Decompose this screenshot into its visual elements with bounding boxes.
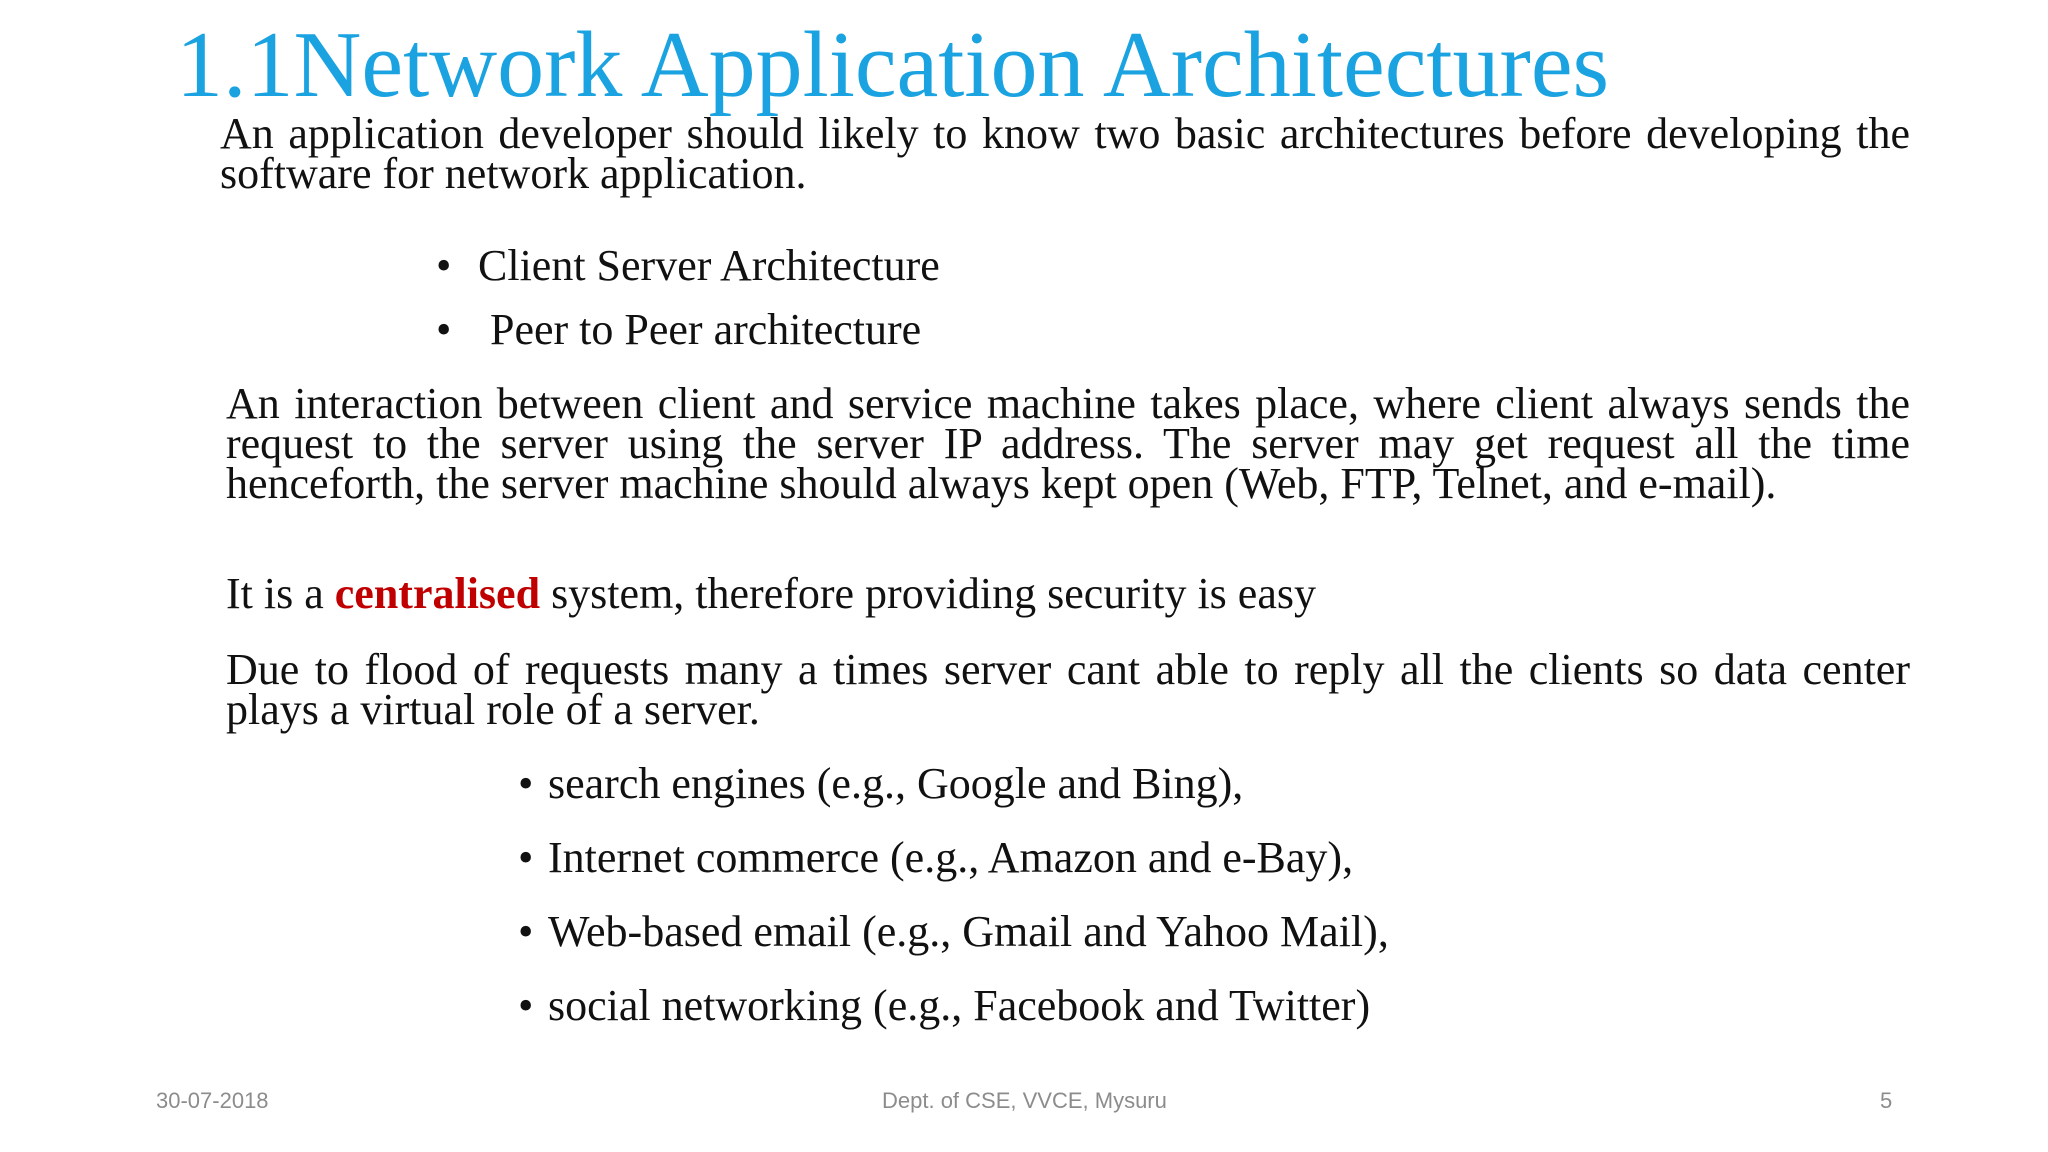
bullet-icon: •: [518, 759, 534, 808]
footer-dept: Dept. of CSE, VVCE, Mysuru: [882, 1088, 1167, 1113]
list-item: [518, 759, 1389, 808]
bullet-icon: •: [436, 305, 452, 354]
centralised-highlight: centralised: [334, 569, 541, 618]
centralised-text-before: It is a: [226, 569, 335, 618]
architecture-item-client-server: Client Server Architecture: [478, 241, 940, 290]
list-item: [436, 305, 940, 354]
footer-date: 30-07-2018: [156, 1088, 269, 1113]
list-item: [518, 833, 1389, 882]
list-item: [518, 981, 1389, 1030]
footer-page-number: 5: [1880, 1088, 1893, 1113]
slide-title: 1.1Network Application Architectures: [176, 13, 1610, 117]
example-item-social-networking: social networking (e.g., Facebook and Twitter): [548, 981, 1371, 1030]
flood-paragraph: Due to flood of requests many a times server cant able to reply all the clients so data center plays a virtual role of a server.: [226, 645, 1910, 734]
centralised-text-after: system, therefore providing security is easy: [540, 569, 1316, 618]
examples-list: [518, 759, 1389, 1058]
centralised-paragraph: [226, 569, 1910, 618]
intro-paragraph: An application developer should likely to know two basic architectures before developing the software for network application.: [220, 109, 1910, 198]
list-item: [518, 907, 1389, 956]
bullet-icon: •: [518, 981, 534, 1030]
example-item-internet-commerce: Internet commerce (e.g., Amazon and e-Bay),: [548, 833, 1354, 882]
interaction-paragraph: An interaction between client and service machine takes place, where client always sends the request to the server using the server IP address. The server may get request all the time henceforth, the server machine should always kept open (Web, FTP, Telnet, and e-mail).: [226, 379, 1910, 508]
bullet-icon: •: [518, 907, 534, 956]
bullet-icon: •: [436, 241, 452, 290]
list-item: [436, 241, 940, 290]
bullet-icon: •: [518, 833, 534, 882]
architecture-list: [436, 241, 940, 372]
example-item-search-engines: search engines (e.g., Google and Bing),: [548, 759, 1244, 808]
architecture-item-peer-to-peer: Peer to Peer architecture: [490, 305, 922, 354]
example-item-web-email: Web-based email (e.g., Gmail and Yahoo Mail),: [548, 907, 1389, 956]
